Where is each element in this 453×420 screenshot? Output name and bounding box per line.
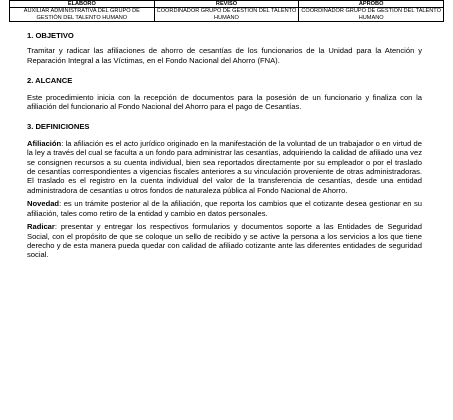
approval-table [9, 0, 444, 22]
definition-term: Novedad [27, 199, 60, 209]
definition-text: : presentar y entregar los respectivos formularios y documentos soporte a las Entidades de Seguridad Social, con el propósito de que se coloque un sello de recibido y se active la persona a los servicios a los que tiene derecho y de esta manera pueda quedar con calidad de afiliado cotizante ante las diferentes entidades de seguridad social. [27, 222, 422, 260]
aprobo-role: COORDINADOR GRUPO DE GESTIÓN DEL TALENTO HUMANO [299, 8, 444, 22]
approval-role-row [10, 8, 444, 22]
definition-text: : es un trámite posterior al de la afiliación, que reporta los cambios que el cotizante desea gestionar en su afiliación, tales como retiro de la entidad y cambio en datos personales. [27, 199, 422, 218]
aprobo-header: APROBÓ [299, 1, 444, 8]
definiciones-heading: 3. DEFINICIONES [27, 122, 90, 132]
objetivo-heading: 1. OBJETIVO [27, 31, 74, 40]
elaboro-role: AUXILIAR ADMINISTRATIVA DEL GRUPO DE GESTIÓN DEL TALENTO HUMANO [10, 8, 155, 22]
reviso-header: REVISÓ [154, 1, 299, 8]
definition-text: : la afiliación es el acto jurídico originado en la manifestación de la voluntad de un trabajador o en virtud de la ley a través del cual se faculta a un fondo para administrar las cesantías, adquiriendo la calidad de afiliado una vez se consignen recursos a su cuenta individual, bien sea reportados directamente por su empleador o por el traslado de cesantías correspondientes a vigencias fiscales anteriores a su vinculación proveniente de otras administradoras. El traslado es el registro en la cuenta individual del valor de la transferencia de cesantías, desde una entidad administradora de cesantías u otros fondos de naturaleza pública al Fondo Nacional de Ahorro. [27, 138, 422, 195]
approval-header-row [10, 1, 444, 8]
definition-afiliacion [27, 139, 422, 195]
definition-novedad [27, 199, 422, 218]
definition-radicar [27, 222, 422, 260]
definition-term: Afiliación [27, 138, 62, 148]
objetivo-text: Tramitar y radicar las afiliaciones de ahorro de cesantías de los funcionarios de la Unidad para la Atención y Reparación Integral a las Víctimas, en el Fondo Nacional del Ahorro (FNA). [27, 46, 422, 65]
reviso-role: COORDINADOR GRUPO DE GESTIÓN DEL TALENTO HUMANO [154, 8, 299, 22]
alcance-heading: 2. ALCANCE [27, 76, 73, 86]
alcance-text: Este procedimiento inicia con la recepción de documentos para la posesión de un funcionario y finaliza con la afiliación del funcionario al Fondo Nacional del Ahorro para el pago de Cesantías. [27, 92, 422, 112]
document-body [27, 31, 422, 271]
definition-term: Radicar [27, 222, 55, 232]
elaboro-header: ELABORÓ [10, 1, 155, 8]
